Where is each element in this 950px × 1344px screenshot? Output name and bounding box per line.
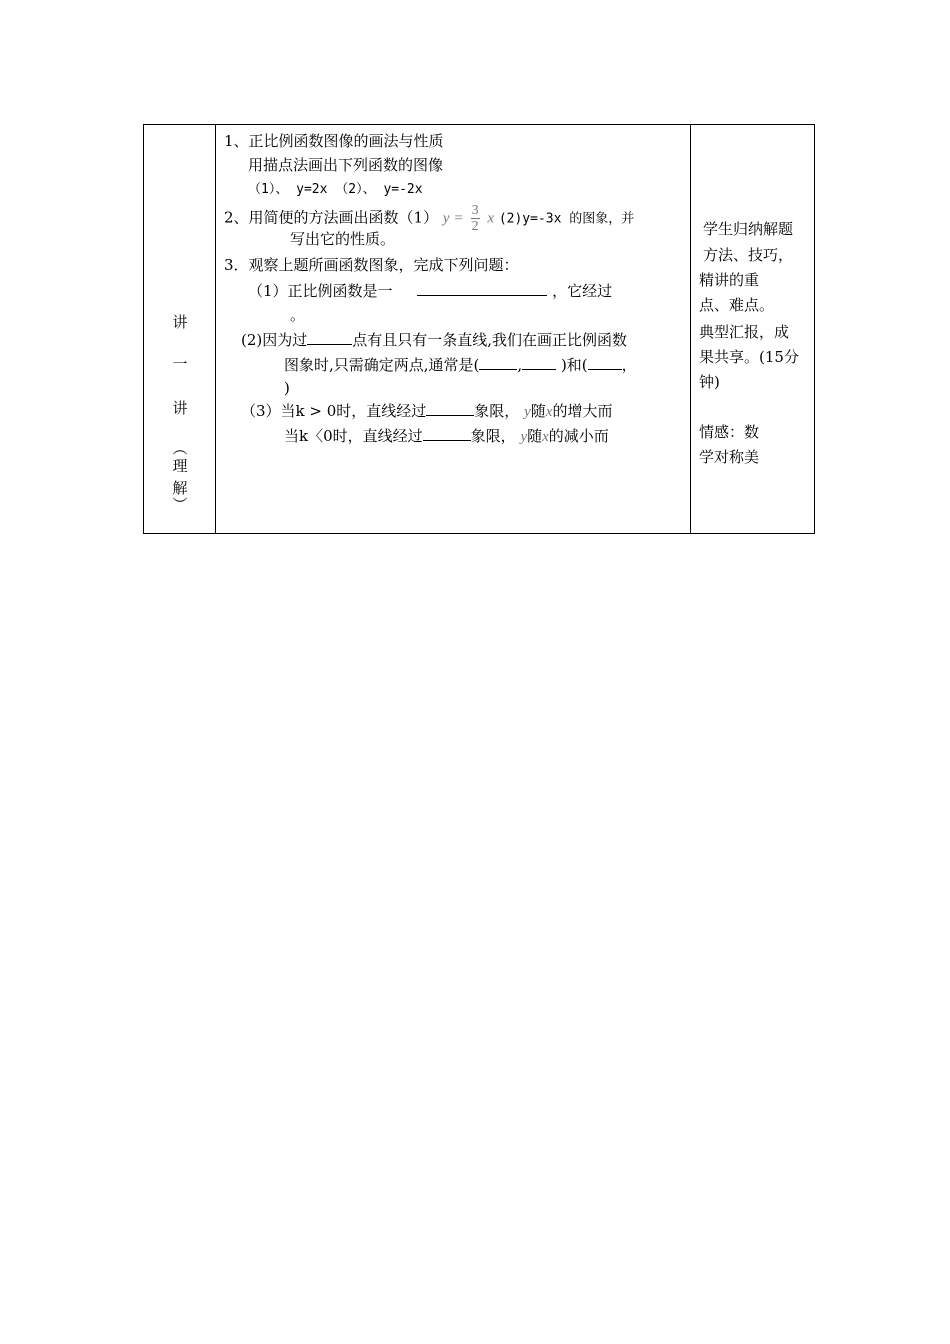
equation-equals: = [454, 210, 463, 227]
q3-line2 [284, 425, 609, 447]
activity-line: 情感：数 [699, 423, 760, 441]
stage-char-paren: （ [170, 440, 189, 456]
variable-x: x [542, 429, 549, 445]
stage-char: 一 [172, 355, 188, 373]
q2-blank-point[interactable] [307, 329, 352, 345]
stage-char: 讲 [172, 313, 188, 331]
activity-line: 方法、技巧， [703, 246, 794, 264]
q2-line1 [241, 329, 627, 350]
item1-subtitle: 用描点法画出下列函数的图像 [248, 156, 444, 174]
fraction-denominator: 2 [471, 219, 479, 234]
activity-line: 学生归纳解题 [703, 220, 794, 238]
q3-line1-mid: 象限， [474, 402, 520, 420]
q2-comma: , [517, 356, 523, 374]
q3-sui: 随 [527, 427, 543, 445]
q3-blank-quadrant2[interactable] [423, 425, 471, 441]
fraction-numerator: 3 [471, 203, 479, 218]
stage-label-cell [144, 125, 216, 533]
student-activity-cell [690, 125, 814, 533]
variable-x: x [545, 404, 553, 420]
q2-line3: ) [284, 379, 290, 397]
lesson-table [143, 124, 815, 534]
q2-blank-x2[interactable] [588, 354, 622, 370]
activity-line: 钟) [699, 373, 720, 391]
activity-line: 学对称美 [699, 448, 760, 466]
equation-y: y [442, 210, 450, 227]
q1-blank[interactable] [417, 280, 547, 296]
q2-and: )和( [556, 356, 588, 374]
equation-x: x [487, 210, 495, 227]
item3-title: 3．观察上题所画函数图象，完成下列问题： [224, 256, 519, 274]
activity-line: 精讲的重 [699, 271, 760, 289]
q2-blank-x1[interactable] [479, 354, 517, 370]
q1-prefix: （1）正比例函数是一 [248, 282, 393, 300]
activity-line: 典型汇报，成 [699, 323, 790, 341]
q1-suffix: ，它经过 [552, 282, 613, 300]
stage-char: 理 [172, 457, 188, 475]
q3-line1-prefix: （3）当k > 0时，直线经过 [241, 402, 427, 420]
q3-sui: 随 [530, 402, 546, 420]
activity-line: 果共享。(15分 [699, 348, 799, 366]
q3-line2-prefix: 当k〈0时，直线经过 [284, 427, 423, 445]
variable-y: y [520, 429, 528, 445]
q3-line2-mid: 象限， [470, 427, 516, 445]
item2-line [224, 203, 634, 234]
item2-continuation: 写出它的性质。 [290, 230, 396, 248]
item2-suffix: (2)y=-3x 的图象，并 [498, 211, 635, 227]
q1-end: 。 [290, 306, 306, 324]
item2-prefix: 2、用简便的方法画出函数（1） [224, 208, 439, 227]
variable-y: y [524, 404, 531, 420]
q1-line [248, 280, 612, 301]
q2-text: 点有且只有一条直线,我们在画正比例函数 [352, 331, 628, 349]
q3-line1 [241, 400, 612, 422]
activity-line: 点、难点。 [699, 296, 775, 314]
q3-line1-end: 的增大而 [552, 402, 613, 420]
q2-comma2: ， [621, 356, 637, 374]
q3-line2-end: 的减小而 [548, 427, 609, 445]
q2-line2-text: 图象时,只需确定两点,通常是( [284, 356, 480, 374]
q2-blank-y1[interactable] [522, 354, 556, 370]
item1-functions: （1）、 y=2x （2）、 y=-2x [248, 182, 423, 197]
q2-line2 [284, 354, 637, 375]
stage-char: 解 [172, 479, 188, 497]
item1-title: 1、正比例函数图像的画法与性质 [224, 132, 444, 150]
q3-blank-quadrant1[interactable] [426, 400, 474, 416]
q2-prefix: (2)因为过 [241, 331, 308, 349]
stage-char-paren: ） [170, 496, 189, 512]
stage-char: 讲 [172, 399, 188, 417]
fraction [471, 203, 480, 234]
